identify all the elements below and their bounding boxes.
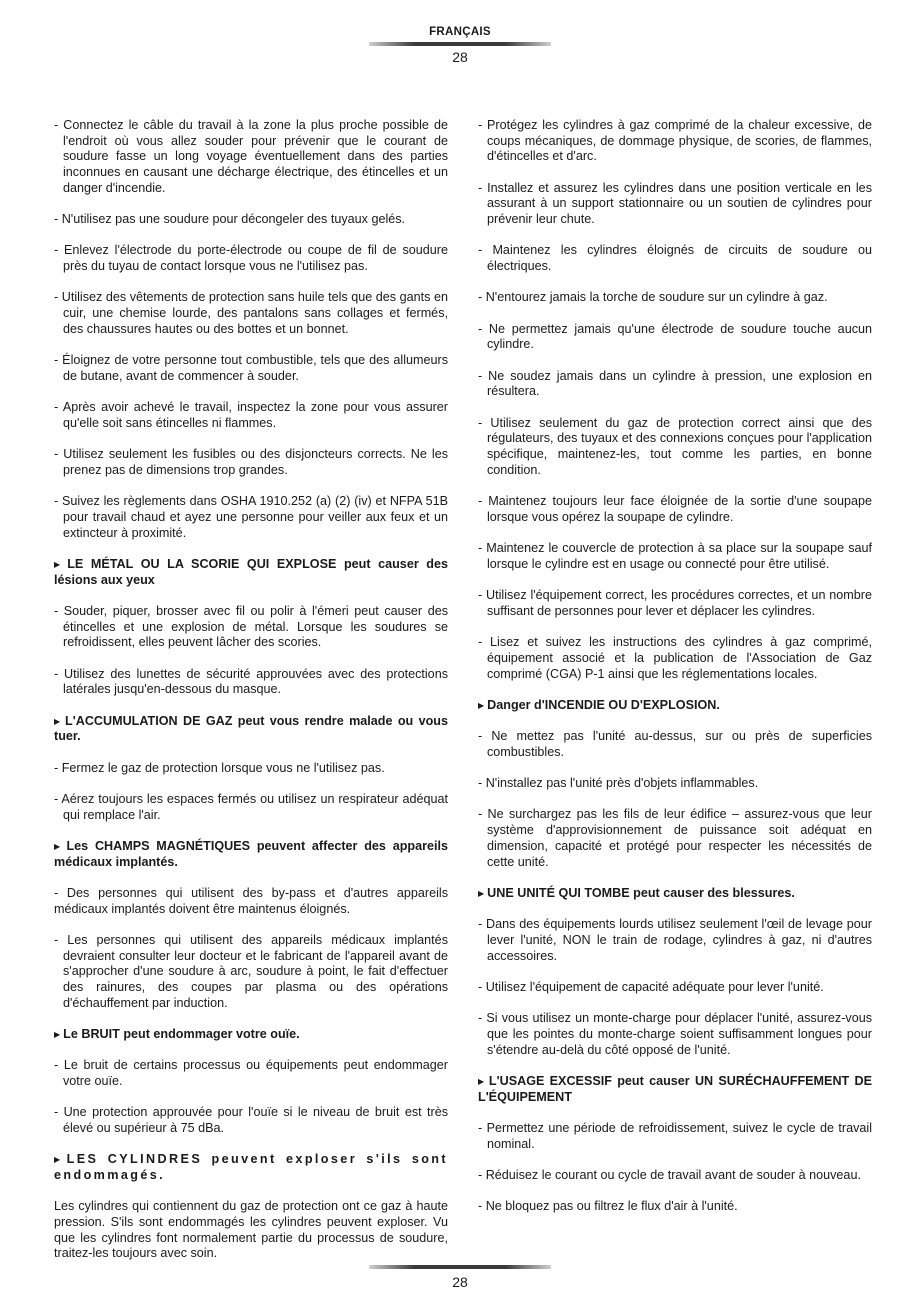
list-item: - Ne surchargez pas les fils de leur édifice – assurez-vous que leur système d'approvisionnement de puissance soit adéquat en dimension, capacité et protégé pour respecter les nécessités de cette unité.	[478, 807, 872, 869]
header-rule	[369, 42, 551, 46]
triangle-right-icon: ▶	[478, 888, 485, 898]
list-item: - Suivez les règlements dans OSHA 1910.252 (a) (2) (iv) et NFPA 51B pour travail chaud et ayez une personne pour veiller aux feux et un extincteur à proximité.	[54, 494, 448, 540]
heading-text: Le BRUIT peut endommager votre ouïe.	[63, 1026, 300, 1041]
list-item: - Ne bloquez pas ou filtrez le flux d'air à l'unité.	[478, 1199, 738, 1214]
list-item: - Maintenez toujours leur face éloignée de la sortie d'une soupape lorsque vous opérez la soupape de cylindre.	[478, 494, 872, 524]
list-item: - Enlevez l'électrode du porte-électrode ou coupe de fil de soudure près du tuyau de contact lorsque vous ne l'utilisez pas.	[54, 243, 448, 274]
heading-text: L'USAGE EXCESSIF peut causer UN SURÉCHAUFFEMENT DE L'ÉQUIPEMENT	[478, 1073, 872, 1104]
list-item: - Utilisez des lunettes de sécurité approuvées avec des protections latérales jusqu'en-dessous du masque.	[54, 666, 448, 697]
list-item: - Une protection approuvée pour l'ouïe si le niveau de bruit est très élevé ou supérieur à 75 dBa.	[54, 1105, 448, 1135]
heading-text: Danger d'INCENDIE OU D'EXPLOSION.	[487, 697, 720, 712]
list-item: - Maintenez le couvercle de protection à sa place sur la soupape sauf lorsque le cylindre est en usage ou connecté pour être utilisé.	[478, 541, 872, 571]
triangle-right-icon: ▶	[54, 559, 65, 569]
section-heading	[54, 557, 448, 588]
page-footer	[0, 1265, 920, 1290]
list-item: - Ne soudez jamais dans un cylindre à pression, une explosion en résultera.	[478, 368, 872, 399]
right-column	[478, 118, 872, 1230]
list-item: - Utilisez l'équipement de capacité adéquate pour lever l'unité.	[478, 979, 824, 994]
list-item: - N'entourez jamais la torche de soudure sur un cylindre à gaz.	[478, 290, 828, 305]
list-item: - Installez et assurez les cylindres dans une position verticale en les assurant à un support stationnaire ou un soutien de cylindres pour prévenir leur chute.	[478, 180, 872, 227]
triangle-right-icon: ▶	[54, 716, 63, 726]
section-heading	[54, 714, 448, 745]
footer-rule	[369, 1265, 551, 1269]
section-heading	[478, 886, 872, 902]
triangle-right-icon: ▶	[478, 1076, 486, 1086]
list-item: - Lisez et suivez les instructions des cylindres à gaz comprimé, équipement associé et la publication de l'Association de Gaz comprimé (CGA) P-1 ainsi que les réglementations locales.	[478, 635, 872, 681]
list-item: - Après avoir achevé le travail, inspectez la zone pour vous assurer qu'elle soit sans étincelles ni flammes.	[54, 400, 448, 430]
list-item: - Utilisez l'équipement correct, les procédures correctes, et un nombre suffisant de personnes pour lever et déplacer les cylindres.	[478, 588, 872, 618]
paragraph: Les cylindres qui contiennent du gaz de protection ont ce gaz à haute pression. S'ils sont endommagés les cylindres peuvent exploser. Vu que les cylindres font normalement partie du processus de soudure, traitez-les toujours avec soin.	[54, 1199, 448, 1261]
heading-text: Les CHAMPS MAGNÉTIQUES peuvent affecter des appareils médicaux implantés.	[54, 838, 449, 869]
triangle-right-icon: ▶	[54, 1155, 64, 1165]
triangle-right-icon: ▶	[54, 841, 64, 851]
list-item: - Utilisez des vêtements de protection sans huile tels que des gants en cuir, une chemise lourde, des pantalons sans collages et fermés, des chaussures hautes ou des bottes et un bonnet.	[54, 290, 448, 336]
list-item: - Utilisez seulement du gaz de protection correct ainsi que des régulateurs, des tuyaux et des connexions conçues pour l'application spécifique, maintenez-les, tout comme les parties, en bonne condition.	[478, 415, 872, 477]
list-item: - N'installez pas l'unité près d'objets inflammables.	[478, 776, 759, 791]
section-heading	[478, 1074, 872, 1105]
left-column	[54, 118, 448, 1278]
list-item: - Connectez le câble du travail à la zone la plus proche possible de l'endroit où vous allez souder pour prévenir que le courant de soudure fasse un long voyage éventuellement dans des parties inconnues en causant une décharge électrique, des étincelles et un danger d'incendie.	[54, 118, 448, 195]
list-item: - Maintenez les cylindres éloignés de circuits de soudure ou électriques.	[478, 243, 872, 274]
list-item: - Si vous utilisez un monte-charge pour déplacer l'unité, assurez-vous que les pointes du monte-charge soient suffisamment longues pour s'étendre au-delà du côté opposé de l'unité.	[478, 1011, 872, 1057]
page-number-top: 28	[452, 49, 468, 65]
triangle-right-icon: ▶	[478, 700, 485, 710]
list-item: - Ne mettez pas l'unité au-dessus, sur ou près de superficies combustibles.	[478, 729, 872, 759]
list-item: - Souder, piquer, brosser avec fil ou polir à l'émeri peut causer des étincelles et une explosion de métal. Lorsque les soudures se refroidissent, elles peuvent lâcher des scories.	[54, 603, 448, 650]
triangle-right-icon: ▶	[54, 1029, 61, 1039]
list-item: - Fermez le gaz de protection lorsque vous ne l'utilisez pas.	[54, 760, 385, 775]
list-item: - Aérez toujours les espaces fermés ou utilisez un respirateur adéquat qui remplace l'air.	[54, 791, 448, 822]
language-label: FRANÇAIS	[429, 26, 491, 38]
list-item: - Réduisez le courant ou cycle de travail avant de souder à nouveau.	[478, 1167, 861, 1182]
list-item: - Protégez les cylindres à gaz comprimé de la chaleur excessive, de coups mécaniques, de dommage physique, de scories, de flammes, d'étincelles et d'arc.	[478, 118, 872, 164]
list-item: - Permettez une période de refroidissement, suivez le cycle de travail nominal.	[478, 1120, 872, 1151]
heading-text: UNE UNITÉ QUI TOMBE peut causer des blessures.	[487, 885, 795, 900]
list-item: - Utilisez seulement les fusibles ou des disjoncteurs corrects. Ne les prenez pas de dimensions trop grandes.	[54, 447, 448, 477]
section-heading	[54, 839, 448, 870]
list-item: - N'utilisez pas une soudure pour décongeler des tuyaux gelés.	[54, 212, 406, 227]
list-item: - Éloignez de votre personne tout combustible, tels que des allumeurs de butane, avant de commencer à souder.	[54, 353, 448, 383]
heading-text: LES CYLINDRES peuvent exploser s'ils sont endommagés.	[54, 1152, 448, 1182]
list-item: - Le bruit de certains processus ou équipements peut endommager votre ouïe.	[54, 1058, 448, 1088]
list-item: - Ne permettez jamais qu'une électrode de soudure touche aucun cylindre.	[478, 321, 872, 352]
paragraph: - Des personnes qui utilisent des by-pass et d'autres appareils médicaux implantés doivent être maintenus éloignés.	[54, 885, 448, 916]
page-header	[0, 26, 920, 65]
list-item: - Les personnes qui utilisent des appareils médicaux implantés devraient consulter leur docteur et le fabricant de l'appareil avant de s'approcher d'une soudure à arc, soudure à point, le fait d'effectuer des rainures, des coupes par plasma ou des opérations d'échauffement par induction.	[54, 932, 448, 1010]
section-heading	[54, 1027, 448, 1043]
page-number-bottom: 28	[452, 1274, 468, 1290]
list-item: - Dans des équipements lourds utilisez seulement l'œil de levage pour lever l'unité, NON le train de rodage, cylindres à gaz, ni d'autres accessoires.	[478, 917, 872, 963]
heading-text: LE MÉTAL OU LA SCORIE QUI EXPLOSE peut causer des lésions aux yeux	[54, 556, 448, 587]
heading-text: L'ACCUMULATION DE GAZ peut vous rendre malade ou vous tuer.	[54, 713, 448, 744]
section-heading	[54, 1152, 448, 1183]
section-heading	[478, 698, 872, 714]
